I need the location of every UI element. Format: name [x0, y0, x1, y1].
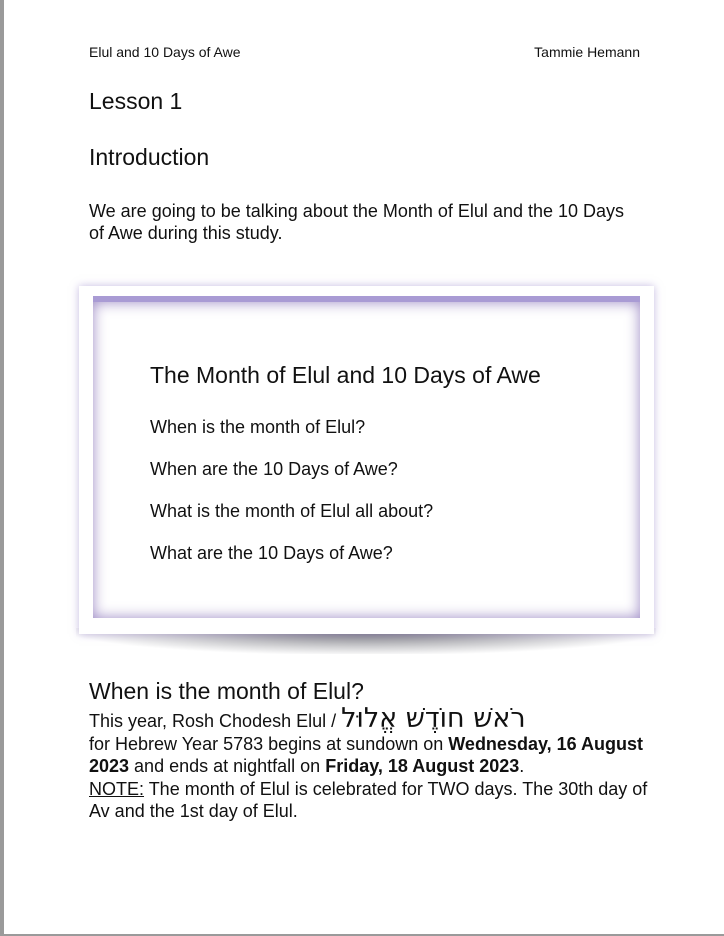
- box-title: The Month of Elul and 10 Days of Awe: [150, 362, 541, 388]
- start-date: Wednesday, 16 August 2023: [89, 733, 643, 776]
- hebrew-text: רֹאשׁ חוֹדֶשׁ אֱלוּל: [341, 703, 526, 734]
- question-item: When are the 10 Days of Awe?: [150, 459, 398, 479]
- note-label: NOTE:: [89, 778, 145, 799]
- intro-paragraph: We are going to be talking about the Month of Elul and the 10 Days of Awe during this study.: [89, 201, 625, 243]
- end-date: Friday, 18 August 2023: [325, 756, 520, 776]
- subsection-title: When is the month of Elul?: [89, 678, 364, 704]
- lesson-title: Lesson 1: [89, 88, 183, 114]
- body-part1: for Hebrew Year 5783 begins at sundown on: [89, 733, 449, 754]
- question-list: [150, 416, 433, 584]
- section-title: Introduction: [89, 144, 210, 170]
- page-header: [89, 44, 640, 60]
- body-paragraph: [89, 703, 649, 823]
- note-text: The month of Elul is celebrated for TWO days. The 30th day of Av and the 1st day of Elul.: [89, 778, 648, 821]
- question-item: What is the month of Elul all about?: [150, 501, 434, 521]
- header-title: Elul and 10 Days of Awe: [89, 44, 241, 60]
- header-author: Tammie Hemann: [534, 44, 640, 60]
- body-line-prefix: This year, Rosh Chodesh Elul /: [89, 711, 342, 731]
- question-item: When is the month of Elul?: [150, 417, 366, 437]
- question-item: What are the 10 Days of Awe?: [150, 543, 393, 563]
- body-part2: and ends at nightfall on: [129, 756, 326, 776]
- page-edge: [0, 0, 4, 936]
- body-part3: .: [519, 756, 525, 776]
